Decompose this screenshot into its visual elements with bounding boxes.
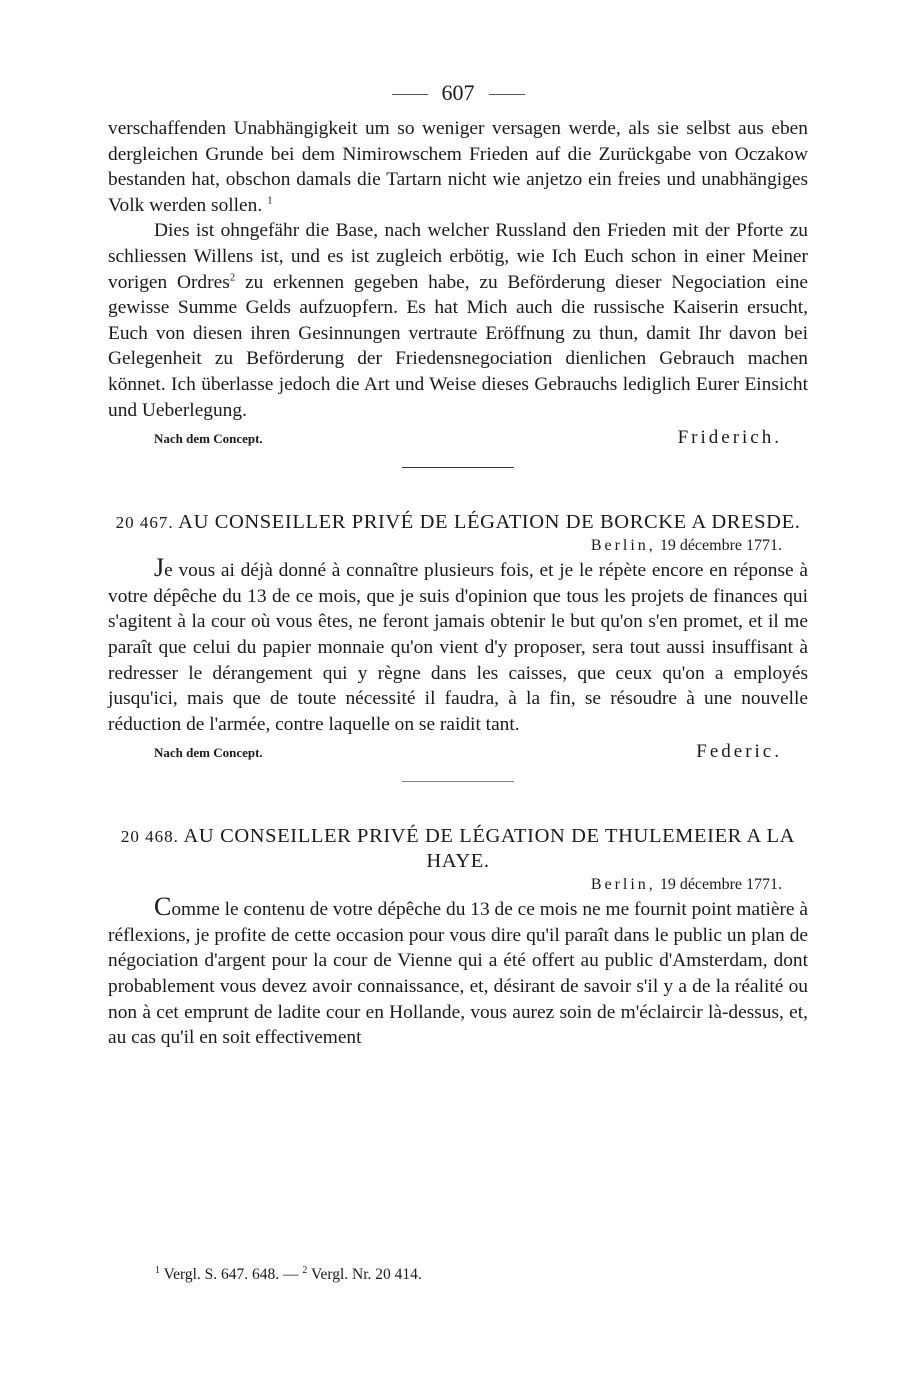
letter-title: AU CONSEILLER PRIVÉ DE LÉGATION DE THULEMEIER A LA HAYE. xyxy=(183,825,796,873)
initial-letter: C xyxy=(154,892,172,922)
signature: Federic. xyxy=(696,741,782,763)
paragraph xyxy=(108,218,808,423)
source-note: Nach dem Concept. xyxy=(154,431,263,447)
section-divider xyxy=(402,781,514,782)
dateline-city: Berlin, xyxy=(590,876,656,894)
footnote-mark: 2 xyxy=(302,1264,308,1276)
footnotes xyxy=(155,1266,422,1284)
dateline-date: 19 décembre 1771. xyxy=(659,876,782,894)
section-divider xyxy=(402,467,514,468)
paragraph-text: e vous ai déjà donné à connaître plusieurs fois, et je le répète encore en réponse à votre dépêche du 13 de ce mois, que je suis d'opinion que tous les projets de finances qui s'agitent à la cour où vous êtes, ne feront jamais obtenir le but qu'on s'en promet, et il me paraît que celui du papier monnaie qu'on vient d'y proposer, sera tout aussi insuffisant à redresser le dérangement qui y règne dans les caisses, que ceux qu'on a employés jusqu'ici, mais que de toute nécessité il faudra, à la fin, se résoudre à une nouvelle réduction de l'armée, contre laquelle on se raidit tant. xyxy=(108,560,808,735)
letter-body xyxy=(108,894,808,1051)
footnote-1: Vergl. S. 647. 648. — xyxy=(163,1266,299,1283)
paragraph-text: zu erkennen gegeben habe, zu Beförderung dieser Negociation eine gewisse Summe Gelds aufzuopfern. Es hat Mich auch die russische Kaiserin ersucht, Euch von diesen ihren Gesinnungen vertraute Eröffnung zu thun, damit Ihr davon bei Gelegenheit zu Beförderung der Friedensnegociation dienlichen Gebrauch machen könnet. Ich überlasse jedoch die Art und Weise dieses Gebrauchs lediglich Eurer Einsicht und Ueberlegung. xyxy=(108,271,808,421)
paragraph-text: verschaffenden Unabhängigkeit um so weniger versagen werde, als sie selbst aus eben dergleichen Grunde bei dem Nimirowschem Frieden auf die Zurückgabe von Oczakow bestanden hat, obschon damals die Tartarn nicht wie anjetzo ein freies und unabhängiges Volk werden sollen. xyxy=(108,118,808,216)
letter-body xyxy=(108,555,808,737)
page-header xyxy=(108,78,808,108)
dateline-city: Berlin, xyxy=(590,537,656,555)
letter-number: 20 468. xyxy=(120,827,179,847)
letter-heading xyxy=(108,510,808,535)
dateline-date: 19 décembre 1771. xyxy=(659,537,782,555)
header-rule-right xyxy=(489,94,525,95)
initial-letter: J xyxy=(154,553,165,583)
footnote-ref: 1 xyxy=(267,194,273,207)
dateline xyxy=(108,876,782,894)
paragraph-text: omme le contenu de votre dépêche du 13 de ce mois ne me fournit point matière à réflexions, je profite de cette occasion pour vous dire qu'il paraît dans le public un plan de négociation d'argent pour la cour de Vienne qui a été offert au public d'Amsterdam, dont probablement vous devez avoir connaissance, et, désirant de savoir s'il y a de la réalité ou non à cet emprunt de ladite cour en Hollande, vous aurez soin de m'éclaircir là-dessus, et, au cas qu'il en soit effectivement xyxy=(108,899,808,1049)
paragraph-text: Dies ist ohngefähr die Base, nach welcher Russland den Frieden mit der Pforte zu schliessen Willens ist, und es ist zugleich erbötig, wie Ich Euch schon in einer Meiner vorigen Ordres xyxy=(108,220,808,293)
letter-number: 20 467. xyxy=(115,513,174,533)
footnote-mark: 1 xyxy=(155,1264,160,1276)
signature: Friderich. xyxy=(677,427,782,449)
closing-row xyxy=(108,427,808,449)
document-page xyxy=(108,78,808,1051)
footnote-ref: 2 xyxy=(229,271,236,284)
footnote-2: Vergl. Nr. 20 414. xyxy=(311,1266,422,1283)
source-note: Nach dem Concept. xyxy=(154,745,263,761)
page-number: 607 xyxy=(441,80,475,105)
letter-title: AU CONSEILLER PRIVÉ DE LÉGATION DE BORCKE A DRESDE. xyxy=(178,511,801,534)
header-rule-left xyxy=(392,94,428,95)
letter-heading xyxy=(108,824,808,874)
closing-row xyxy=(108,741,808,763)
dateline xyxy=(108,537,782,555)
continued-paragraph xyxy=(108,116,808,218)
